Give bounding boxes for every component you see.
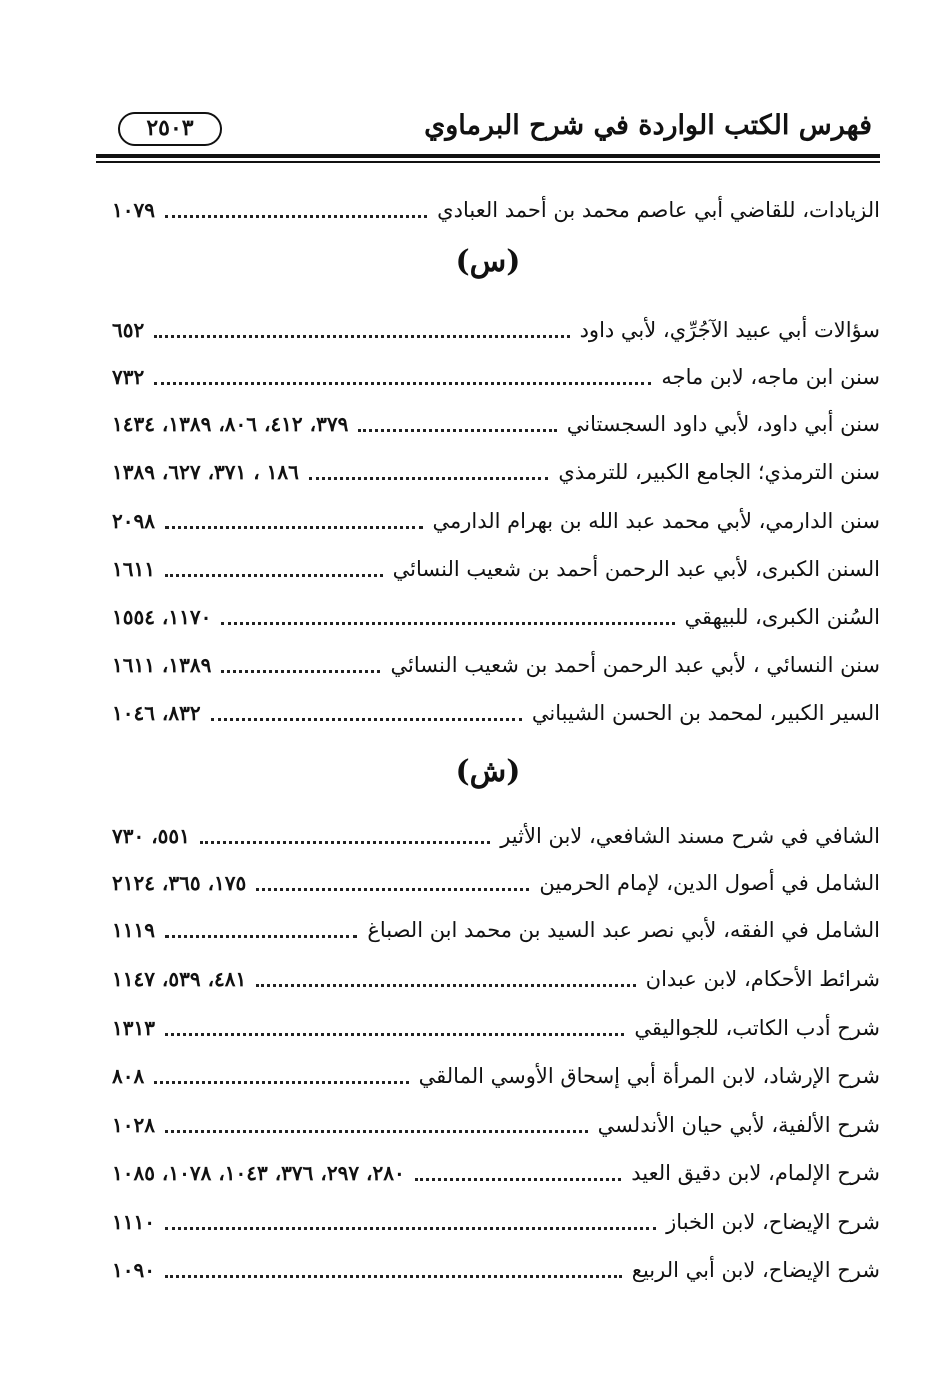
dot-leader (256, 982, 635, 987)
dot-leader (165, 933, 357, 938)
entry-title: شرح أدب الكاتب، للجواليقي (634, 1016, 880, 1040)
index-entry (112, 597, 880, 637)
entry-title: شرح الإرشاد، لابن المرأة أبي إسحاق الأوسي المالقي (418, 1064, 880, 1088)
dot-leader (200, 839, 490, 844)
entry-pages: ١٣٨٩، ١٦١١ (112, 653, 212, 677)
entry-title: شرح الإيضاح، لابن الخباز (666, 1210, 880, 1234)
entry-pages: ٢٠٩٨ (112, 509, 155, 533)
entry-title: الشافي في شرح مسند الشافعي، لابن الأثير (500, 824, 880, 848)
index-entry (112, 310, 880, 350)
index-entry (112, 959, 880, 999)
entry-title: سنن ابن ماجه، لابن ماجه (661, 365, 880, 389)
index-entry (112, 1250, 880, 1290)
entry-pages: ٨٣٢، ١٠٤٦ (112, 701, 201, 725)
header-rule-thick (96, 154, 880, 158)
entry-pages: ١٣١٣ (112, 1016, 155, 1040)
dot-leader (221, 668, 380, 673)
entry-pages: ٦٥٢ (112, 318, 145, 342)
entry-pages: ١٠٢٨ (112, 1113, 155, 1137)
dot-leader (154, 1079, 408, 1084)
entry-title: سنن النسائي ، لأبي عبد الرحمن أحمد بن شعيب النسائي (390, 653, 880, 677)
index-entry (112, 501, 880, 541)
dot-leader (165, 1031, 624, 1036)
entry-pages: ١٧٥، ٣٦٥، ٢١٢٤ (112, 871, 247, 895)
entry-pages: ٣٧٩، ٤١٢، ٨٠٦، ١٣٨٩، ١٤٣٤ (112, 412, 349, 436)
dot-leader (165, 1128, 588, 1133)
entry-pages: ٥٥١، ٧٣٠ (112, 824, 190, 848)
entry-title: الشامل في الفقه، لأبي نصر عبد السيد بن محمد ابن الصباغ (367, 918, 880, 942)
entry-title: السنن الكبرى، لأبي عبد الرحمن أحمد بن شعيب النسائي (392, 557, 880, 581)
entry-pages: ١٨٦ ، ٣٧١، ٦٢٧، ١٣٨٩ (112, 460, 299, 484)
dot-leader (309, 475, 548, 480)
running-title: فهرس الكتب الواردة في شرح البرماوي (424, 110, 872, 141)
entry-pages: ١١١٩ (112, 918, 155, 942)
dot-leader (165, 213, 427, 218)
entry-pages: ١٠٧٩ (112, 198, 155, 222)
index-entry (112, 190, 880, 230)
entry-title: شرح الإلمام، لابن دقيق العيد (631, 1161, 880, 1185)
dot-leader (165, 1273, 622, 1278)
index-entry (112, 1153, 880, 1193)
dot-leader (154, 333, 569, 338)
entry-pages: ٨٠٨ (112, 1064, 145, 1088)
page-number-badge: ٢٥٠٣ (118, 112, 222, 146)
index-entry (112, 1105, 880, 1145)
entry-title: السُنن الكبرى، للبيهقي (684, 605, 880, 629)
index-entry (112, 1202, 880, 1242)
entry-pages: ١٠٩٠ (112, 1258, 155, 1282)
dot-leader (358, 427, 556, 432)
entry-pages: ٢٨٠، ٢٩٧، ٣٧٦، ١٠٤٣، ١٠٧٨، ١٠٨٥ (112, 1161, 405, 1185)
entry-title: سنن الترمذي؛ الجامع الكبير، للترمذي (558, 460, 880, 484)
index-entry (112, 863, 880, 903)
entry-pages: ٧٣٢ (112, 365, 145, 389)
index-entry (112, 452, 880, 492)
entry-pages: ١٦١١ (112, 557, 155, 581)
dot-leader (415, 1176, 622, 1181)
entry-title: شرح الإيضاح، لابن أبي الربيع (631, 1258, 880, 1282)
dot-leader (154, 380, 651, 385)
entry-title: شرح الألفية، لأبي حيان الأندلسي (597, 1113, 880, 1137)
entry-title: شرائط الأحكام، لابن عبدان (645, 967, 880, 991)
entry-title: سنن الدارمي، لأبي محمد عبد الله بن بهرام الدارمي (432, 509, 880, 533)
entry-pages: ١١٧٠، ١٥٥٤ (112, 605, 212, 629)
entry-pages: ٤٨١، ٥٣٩، ١١٤٧ (112, 967, 247, 991)
index-entry (112, 816, 880, 856)
index-entry (112, 357, 880, 397)
index-entry (112, 1008, 880, 1048)
dot-leader (165, 572, 383, 577)
page-header (96, 104, 880, 156)
index-entry (112, 645, 880, 685)
dot-leader (256, 886, 529, 891)
dot-leader (165, 1225, 656, 1230)
index-entry (112, 404, 880, 444)
index-entry (112, 1056, 880, 1096)
entry-title: سؤالات أبي عبيد الآجُرِّي، لأبي داود (579, 318, 880, 342)
dot-leader (211, 716, 522, 721)
entry-title: السير الكبير، لمحمد بن الحسن الشيباني (531, 701, 880, 725)
entry-title: الزيادات، للقاضي أبي عاصم محمد بن أحمد العبادي (437, 198, 880, 222)
section-heading-shin: (ش) (455, 754, 521, 789)
header-rule-thin (96, 161, 880, 163)
index-entry (112, 693, 880, 733)
entry-pages: ١١١٠ (112, 1210, 155, 1234)
dot-leader (165, 524, 423, 529)
dot-leader (221, 620, 674, 625)
index-entry (112, 910, 880, 950)
entry-title: سنن أبي داود، لأبي داود السجستاني (566, 412, 880, 436)
section-heading-sin: (س) (455, 244, 521, 279)
index-entry (112, 549, 880, 589)
entry-title: الشامل في أصول الدين، لإمام الحرمين (539, 871, 880, 895)
